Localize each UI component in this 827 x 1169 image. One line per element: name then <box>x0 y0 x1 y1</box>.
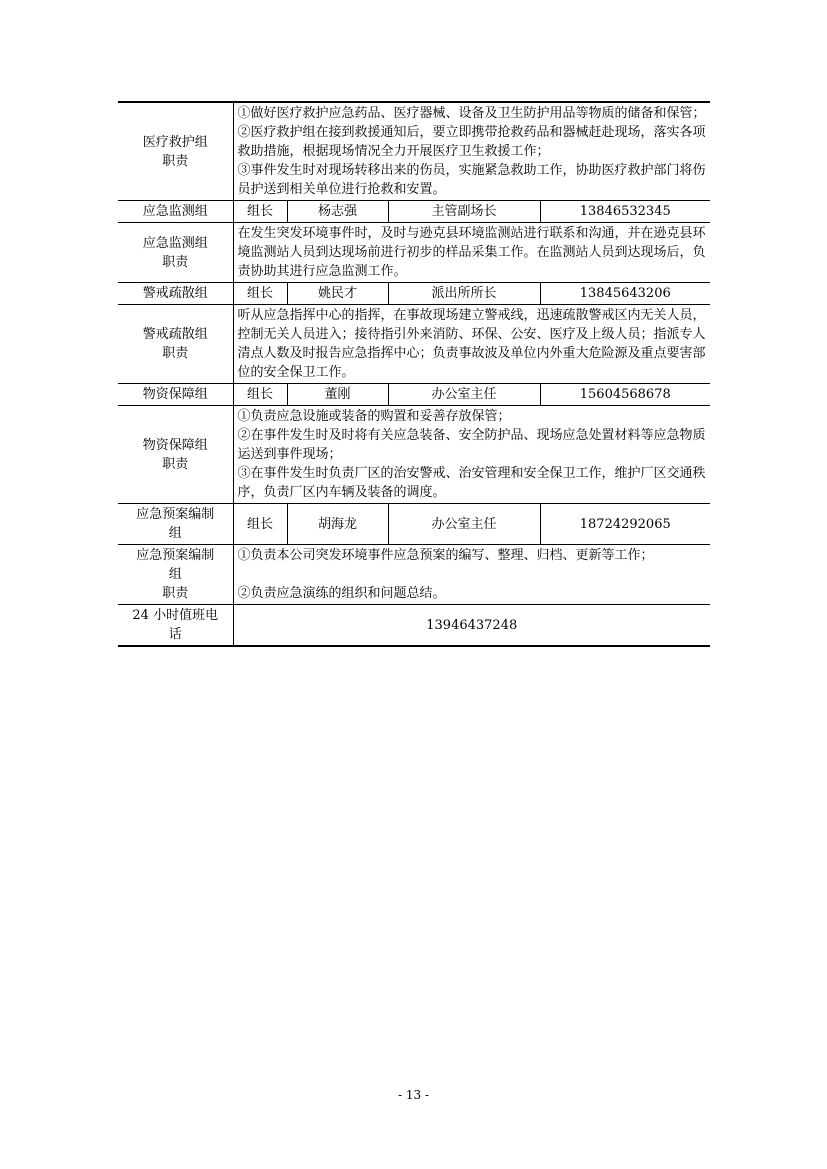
duty-description-cell <box>233 406 710 504</box>
text-line: 物资保障组 <box>142 387 208 402</box>
phone-cell: 18724292065 <box>540 504 710 545</box>
leader-name-cell: 董刚 <box>287 384 388 406</box>
phone-cell: 13845643206 <box>540 283 710 305</box>
text-line: 组 <box>168 526 182 541</box>
text-line: 职责 <box>162 346 189 361</box>
group-label-cell <box>118 283 233 305</box>
phone-cell: 15604568678 <box>540 384 710 406</box>
group-label-cell <box>118 406 233 504</box>
phone-cell: 13846532345 <box>540 201 710 223</box>
group-label-cell <box>118 605 233 647</box>
text-line: ①负责应急设施或装备的购置和妥善存放保管； <box>237 409 511 424</box>
table-row <box>118 223 710 283</box>
group-label-cell <box>118 504 233 545</box>
hotline-phone-cell: 13946437248 <box>233 605 710 647</box>
text-line: 医疗救护组 <box>142 134 208 150</box>
leader-name-cell: 姚民才 <box>287 283 388 305</box>
group-label-cell <box>118 384 233 406</box>
text-line: 物资保障组 <box>142 437 208 453</box>
text-line: 24 小时值班电 <box>132 608 219 623</box>
table-body <box>118 102 710 646</box>
duty-description-cell <box>233 223 710 283</box>
group-label-cell <box>118 305 233 384</box>
text-line: 职责 <box>162 254 189 270</box>
table-row <box>118 201 710 223</box>
leader-name-cell: 胡海龙 <box>287 504 388 545</box>
leader-name-cell: 杨志强 <box>287 201 388 223</box>
role-cell: 组长 <box>233 384 287 406</box>
text-line: ③在事件发生时负责厂区的治安警戒、治安管理和安全保卫工作，维护厂区交通秩序，负责厂区内车辆及装备的调度。 <box>237 466 706 500</box>
text-line: 职责 <box>162 153 189 169</box>
text-line: 职责 <box>162 456 189 472</box>
table-row <box>118 545 710 605</box>
text-line: 应急预案编制 <box>136 507 215 522</box>
text-line: 话 <box>168 627 182 642</box>
emergency-duty-table <box>118 101 710 647</box>
table-row <box>118 384 710 406</box>
text-line: 组 <box>168 567 182 582</box>
leader-title-cell: 办公室主任 <box>388 384 540 406</box>
duty-description-cell <box>233 102 710 201</box>
text-line: ①做好医疗救护应急药品、医疗器械、设备及卫生防护用品等物质的储备和保管； <box>237 106 706 121</box>
text-line: ②医疗救护组在接到救援通知后，要立即携带抢救药品和器械赶赴现场，落实各项救助措施，根据现场情况全力开展医疗卫生救援工作； <box>237 125 706 159</box>
text-line <box>238 565 707 584</box>
text-line: 在发生突发环境事件时，及时与逊克县环境监测站进行联系和沟通，并在逊克县环境监测站人员到达现场前进行初步的样品采集工作。在监测站人员到达现场后，负责协助其进行应急监测工作。 <box>237 226 706 279</box>
group-label-cell <box>118 201 233 223</box>
leader-title-cell: 主管副场长 <box>388 201 540 223</box>
text-line: ②负责应急演练的组织和问题总结。 <box>237 586 446 601</box>
table-row <box>118 102 710 201</box>
table-row <box>118 504 710 545</box>
text-line: 应急监测组 <box>142 204 208 219</box>
group-label-cell <box>118 223 233 283</box>
text-line: 职责 <box>162 586 189 601</box>
text-line: 警戒疏散组 <box>142 286 208 301</box>
leader-title-cell: 派出所所长 <box>388 283 540 305</box>
text-line: 听从应急指挥中心的指挥，在事故现场建立警戒线，迅速疏散警戒区内无关人员，控制无关人员进入；接待指引外来消防、环保、公安、医疗及上级人员；指派专人清点人数及时报告应急指挥中心；负责事故波及单位内外重大危险源及重点要害部位的安全保卫工作。 <box>237 308 706 380</box>
text-line: ②在事件发生时及时将有关应急装备、安全防护品、现场应急处置材料等应急物质运送到事件现场； <box>237 428 706 462</box>
group-label-cell <box>118 102 233 201</box>
table-row <box>118 605 710 647</box>
group-label-cell <box>118 545 233 605</box>
table-row <box>118 406 710 504</box>
role-cell: 组长 <box>233 283 287 305</box>
text-line: ①负责本公司突发环境事件应急预案的编写、整理、归档、更新等工作； <box>237 548 654 563</box>
leader-title-cell: 办公室主任 <box>388 504 540 545</box>
role-cell: 组长 <box>233 504 287 545</box>
text-line: 应急监测组 <box>142 235 208 251</box>
text-line: ③事件发生时对现场转移出来的伤员，实施紧急救助工作，协助医疗救护部门将伤员护送到相关单位进行抢救和安置。 <box>237 163 706 197</box>
role-cell: 组长 <box>233 201 287 223</box>
text-line: 警戒疏散组 <box>142 327 208 342</box>
table-row <box>118 305 710 384</box>
duty-description-cell <box>233 305 710 384</box>
page-number: - 13 - <box>397 1088 429 1102</box>
duty-description-cell <box>233 545 710 605</box>
table-row <box>118 283 710 305</box>
text-line: 应急预案编制 <box>136 548 215 563</box>
